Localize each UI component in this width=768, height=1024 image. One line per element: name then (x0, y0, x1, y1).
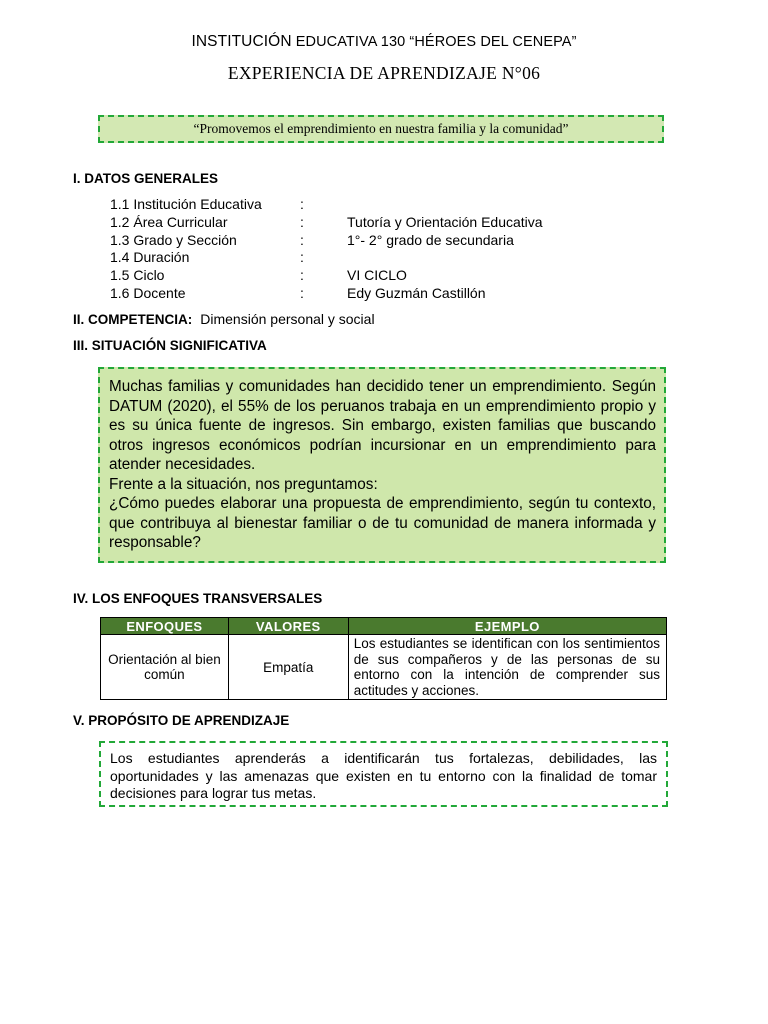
motto-text: “Promovemos el emprendimiento en nuestra familia y la comunidad” (193, 121, 569, 136)
institution-prefix: INSTITUCIÓN (191, 33, 292, 50)
column-header-enfoques: ENFOQUES (101, 618, 229, 635)
valor-cell: Empatía (228, 635, 348, 700)
column-header-ejemplo: EJEMPLO (348, 618, 666, 635)
situation-paragraph: Frente a la situación, nos preguntamos: (109, 475, 378, 493)
table-header-row (101, 618, 667, 635)
situation-box (98, 367, 666, 563)
general-row-label: 1.1 Institución Educativa (110, 196, 262, 212)
enfoques-heading: IV. LOS ENFOQUES TRANSVERSALES (73, 591, 323, 606)
general-row-label: 1.5 Ciclo (110, 267, 165, 283)
situation-paragraph: Muchas familias y comunidades han decidido tener un emprendimiento. Según DATUM (2020), el 55% de los peruanos trabaja en un emprendimiento propio y es su única fuente de ingresos. Sin embargo, existen familias que buscando otros ingresos económicos podrían incursionar en un emprendimiento para atender necesidades. (109, 378, 656, 473)
proposito-heading: V. PROPÓSITO DE APRENDIZAJE (73, 713, 290, 728)
general-row-label: 1.3 Grado y Sección (110, 232, 237, 248)
datos-generales-heading: I. DATOS GENERALES (73, 171, 219, 186)
general-row-colon: : (300, 214, 304, 230)
table-row (101, 635, 667, 700)
general-row-label: 1.2 Área Curricular (110, 214, 228, 230)
general-row-colon: : (300, 196, 304, 212)
general-row-label: 1.6 Docente (110, 285, 186, 301)
competencia-section (73, 311, 375, 327)
institution-name (0, 33, 768, 51)
general-row-colon: : (300, 232, 304, 248)
general-row-value: VI CICLO (347, 267, 407, 283)
general-row-value: 1°- 2° grado de secundaria (347, 232, 514, 248)
general-row-colon: : (300, 267, 304, 283)
enfoques-table (100, 617, 667, 700)
enfoque-cell: Orientación al bien común (101, 635, 229, 700)
column-header-valores: VALORES (228, 618, 348, 635)
general-row-label: 1.4 Duración (110, 249, 190, 265)
competencia-heading: II. COMPETENCIA: (73, 312, 193, 327)
general-row-value: Edy Guzmán Castillón (347, 285, 486, 301)
general-row-colon: : (300, 285, 304, 301)
institution-rest: EDUCATIVA 130 “HÉROES DEL CENEPA” (291, 34, 577, 50)
ejemplo-cell: Los estudiantes se identifican con los sentimientos de sus compañeros y de las personas de su entorno con la intención de comprender sus actitudes y acciones. (348, 635, 666, 700)
general-row-colon: : (300, 249, 304, 265)
situation-question: ¿Cómo puedes elaborar una propuesta de emprendimiento, según tu contexto, que contribuya al bienestar familiar o de tu comunidad de manera informada y responsable? (109, 495, 656, 551)
competencia-value: Dimensión personal y social (200, 311, 375, 327)
purpose-text: Los estudiantes aprenderás a identificarán tus fortalezas, debilidades, las oportunidades y las amenazas que existen en tu entorno con la finalidad de tomar decisiones para lograr tus metas. (110, 750, 657, 801)
situacion-heading: III. SITUACIÓN SIGNIFICATIVA (73, 338, 267, 353)
general-row-value: Tutoría y Orientación Educativa (347, 214, 543, 230)
document-title: EXPERIENCIA DE APRENDIZAJE N°06 (227, 63, 541, 83)
motto-box (98, 115, 664, 143)
purpose-box (99, 741, 668, 807)
